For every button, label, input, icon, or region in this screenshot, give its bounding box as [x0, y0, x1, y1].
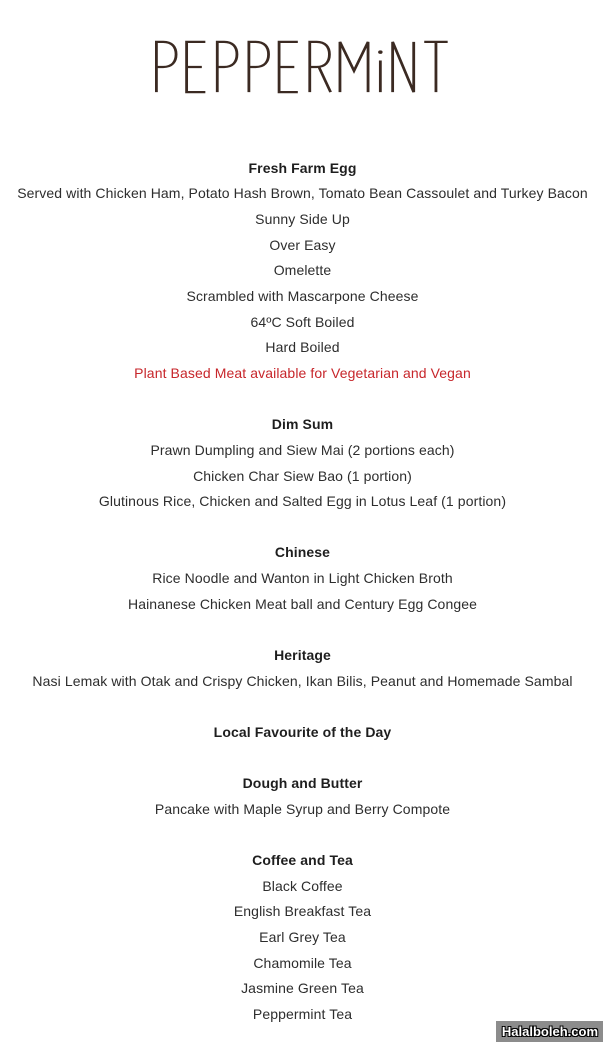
menu-item: Rice Noodle and Wanton in Light Chicken Broth	[152, 570, 453, 587]
section-title: Coffee and Tea	[252, 852, 353, 869]
menu-item: Sunny Side Up	[255, 211, 350, 228]
menu-section-fresh-farm-egg	[0, 155, 605, 386]
section-spacer	[0, 822, 605, 848]
menu	[0, 155, 605, 1027]
menu-item: Hard Boiled	[265, 339, 340, 356]
menu-item: 64ºC Soft Boiled	[250, 313, 355, 330]
menu-section-local-favourite-of-the-day	[0, 719, 605, 745]
menu-item: Chamomile Tea	[253, 954, 352, 971]
watermark: Halalboleh.com	[496, 1021, 603, 1042]
menu-item: Over Easy	[269, 236, 336, 253]
menu-item: Prawn Dumpling and Siew Mai (2 portions each)	[150, 441, 455, 458]
section-title: Dim Sum	[271, 416, 334, 433]
section-title: Dough and Butter	[242, 775, 363, 792]
menu-item: Hainanese Chicken Meat ball and Century Egg Congee	[128, 595, 477, 612]
menu-item: Omelette	[273, 262, 332, 279]
menu-section-heritage	[0, 642, 605, 693]
menu-item: Scrambled with Mascarpone Cheese	[186, 288, 419, 305]
menu-item: Pancake with Maple Syrup and Berry Compote	[154, 800, 451, 817]
menu-item: Jasmine Green Tea	[241, 980, 364, 997]
section-spacer	[0, 386, 605, 412]
menu-section-dim-sum	[0, 411, 605, 514]
menu-item: Chicken Char Siew Bao (1 portion)	[193, 467, 412, 484]
menu-section-chinese	[0, 540, 605, 617]
section-spacer	[0, 745, 605, 771]
section-title: Heritage	[274, 646, 331, 663]
section-spacer	[0, 617, 605, 643]
peppermint-logo-icon	[155, 40, 450, 94]
menu-item: Glutinous Rice, Chicken and Salted Egg in Lotus Leaf (1 portion)	[98, 493, 507, 510]
menu-item: Nasi Lemak with Otak and Crispy Chicken, Ikan Bilis, Peanut and Homemade Sambal	[32, 672, 573, 689]
section-spacer	[0, 693, 605, 719]
section-spacer	[0, 514, 605, 540]
section-title: Chinese	[274, 544, 331, 561]
menu-item: Served with Chicken Ham, Potato Hash Brown, Tomato Bean Cassoulet and Turkey Bacon	[17, 185, 588, 202]
restaurant-logo	[0, 40, 605, 94]
menu-item: Black Coffee	[262, 877, 343, 894]
section-title: Fresh Farm Egg	[248, 159, 357, 176]
menu-note: Plant Based Meat available for Vegetarian and Vegan	[134, 364, 471, 381]
section-title: Local Favourite of the Day	[213, 723, 392, 740]
menu-section-coffee-and-tea	[0, 847, 605, 1026]
menu-item: Peppermint Tea	[252, 1005, 353, 1022]
menu-section-dough-and-butter	[0, 770, 605, 821]
menu-item: English Breakfast Tea	[233, 903, 372, 920]
menu-item: Earl Grey Tea	[259, 929, 346, 946]
